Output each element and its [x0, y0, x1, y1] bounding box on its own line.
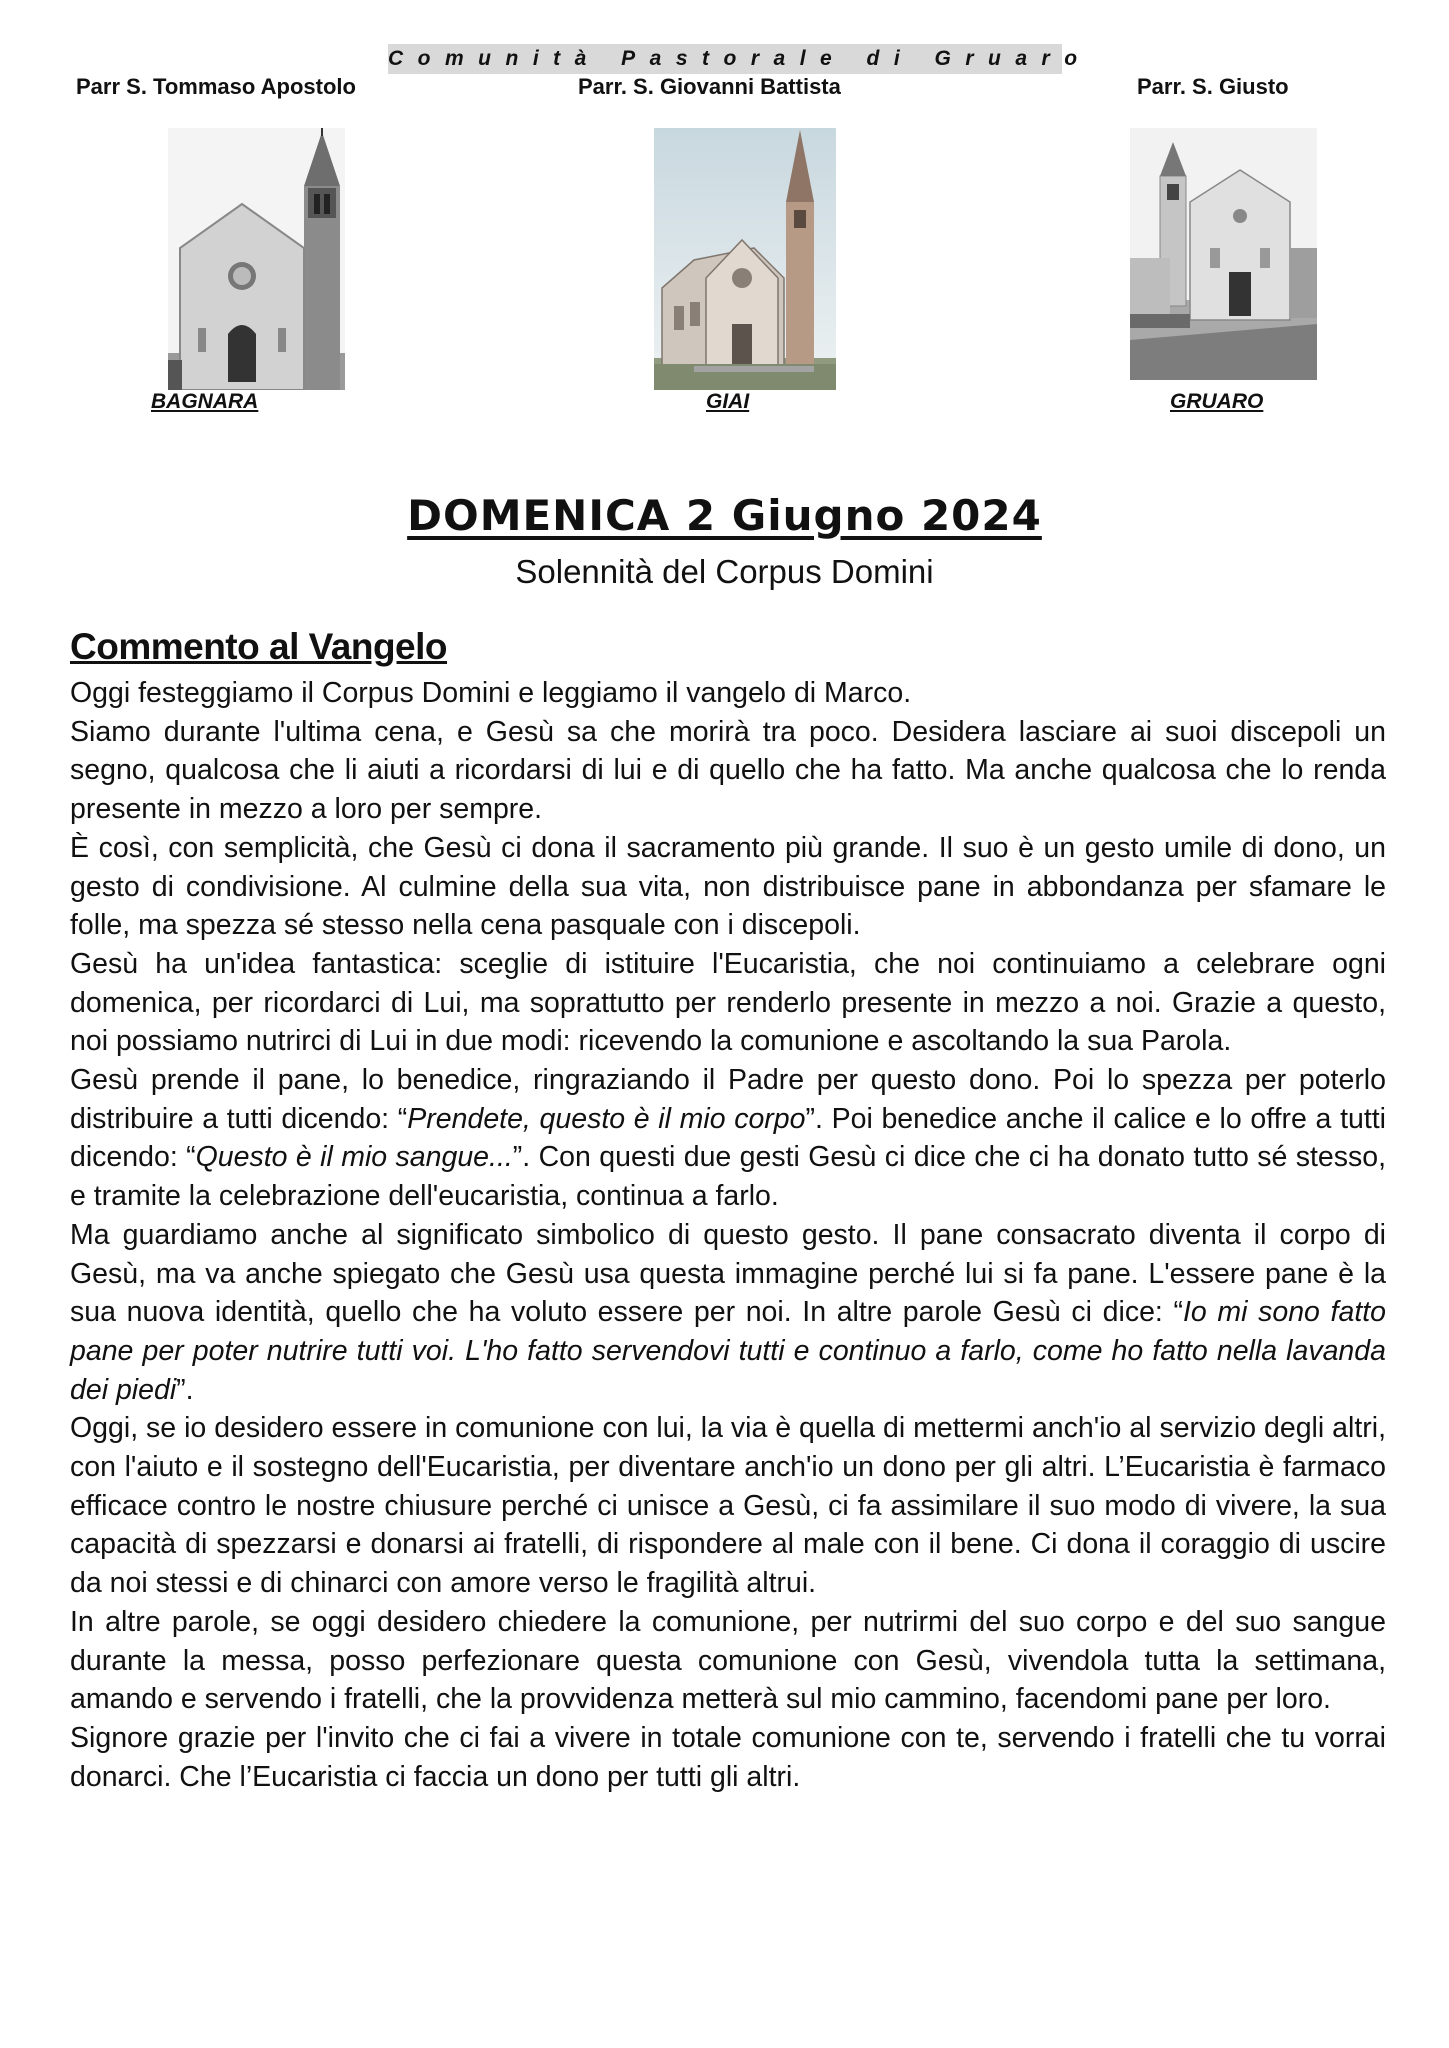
paragraph: Oggi, se io desidero essere in comunione con lui, la via è quella di mettermi anch'io al servizio degli altri, con l'aiuto e il sostegno dell'Eucaristia, per diventare anch'io un dono per gli altri. L’Eucaristia è farmaco efficace contro le nostre chiusure perché ci unisce a Gesù, ci fa assimilare il suo modo di vivere, la sua capacità di spezzarsi e donarsi ai fratelli, di rispondere al male con il bene. Ci dona il coraggio di uscire da noi stessi e di chinarci con amore verso le fragilità altrui.	[70, 1412, 1386, 1600]
quote-run: Questo è il mio sangue...	[195, 1141, 513, 1174]
page-subtitle: Solennità del Corpus Domini	[515, 553, 934, 590]
quote-run: Prendete, questo è il mio corpo	[407, 1102, 806, 1135]
town-label-bagnara: BAGNARA	[151, 390, 259, 413]
quote-run: Io mi sono fatto pane per poter nutrire tutti voi. L'ho fatto servendovi tutti e continuo a farlo, come ho fatto nella lavanda dei piedi	[70, 1296, 1387, 1406]
church-photo-bagnara	[168, 128, 345, 390]
town-label-giai: GIAI	[706, 390, 750, 413]
text-run: ”.	[176, 1373, 194, 1406]
gospel-commentary	[70, 674, 1386, 1796]
text-run: ”. Poi benedice anche il calice e lo offre a tutti dicendo: “	[70, 1102, 1387, 1174]
paragraph: Gesù ha un'idea fantastica: sceglie di istituire l'Eucaristia, che noi continuiamo a celebrare ogni domenica, per ricordarci di Lui, ma soprattutto per renderlo presente in mezzo a noi. Grazie a questo, noi possiamo nutrirci di Lui in due modi: ricevendo la comunione e ascoltando la sua Parola.	[70, 947, 1386, 1058]
paragraph: Signore grazie per l'invito che ci fai a vivere in totale comunione con te, servendo i fratelli che tu vorrai donarci. Che l’Eucaristia ci faccia un dono per tutti gli altri.	[70, 1721, 1386, 1793]
paragraph	[70, 1061, 1386, 1216]
text-run: Ma guardiamo anche al significato simbolico di questo gesto. Il pane consacrato diventa il corpo di Gesù, ma va anche spiegato che Gesù usa questa immagine perché lui si fa pane. L'essere pane è la sua nuova identità, quello che ha voluto essere per noi. In altre parole Gesù ci dice: “	[70, 1218, 1386, 1329]
paragraph	[70, 1216, 1386, 1410]
parish-name-giai: Parr. S. Giovanni Battista	[578, 74, 841, 99]
text-run: Gesù prende il pane, lo benedice, ringraziando il Padre per questo dono. Poi lo spezza per poterlo distribuire a tutti dicendo: “	[70, 1064, 1386, 1135]
section-heading: Commento al Vangelo	[70, 626, 448, 667]
community-banner: Comunità Pastorale di Gruaro	[388, 44, 1062, 74]
parish-name-bagnara: Parr S. Tommaso Apostolo	[76, 74, 356, 99]
paragraph: È così, con semplicità, che Gesù ci dona il sacramento più grande. Il suo è un gesto umile di dono, un gesto di condivisione. Al culmine della sua vita, non distribuisce pane in abbondanza per sfamare le folle, ma spezza sé stesso nella cena pasquale con i discepoli.	[70, 831, 1386, 942]
town-label-gruaro: GRUARO	[1170, 390, 1264, 413]
parish-name-gruaro: Parr. S. Giusto	[1137, 74, 1289, 99]
text-run: ”. Con questi due gesti Gesù ci dice che ci ha donato tutto sé stesso, e tramite la celebrazione dell'eucaristia, continua a farlo.	[70, 1141, 1386, 1213]
paragraph: Oggi festeggiamo il Corpus Domini e leggiamo il vangelo di Marco.	[70, 677, 912, 709]
page-title	[0, 491, 1449, 540]
church-photo-giai	[654, 128, 836, 390]
paragraph: In altre parole, se oggi desidero chiedere la comunione, per nutrirmi del suo corpo e del suo sangue durante la messa, posso perfezionare questa comunione con Gesù, vivendola tutta la settimana, amando e servendo i fratelli, che la provvidenza metterà sul mio cammino, facendomi pane per loro.	[70, 1605, 1386, 1716]
page-title-text: DOMENICA 2 Giugno 2024	[407, 491, 1042, 540]
church-photo-gruaro	[1130, 128, 1317, 380]
paragraph: Siamo durante l'ultima cena, e Gesù sa che morirà tra poco. Desidera lasciare ai suoi discepoli un segno, qualcosa che li aiuti a ricordarsi di lui e di quello che ha fatto. Ma anche qualcosa che lo renda presente in mezzo a loro per sempre.	[70, 715, 1386, 826]
